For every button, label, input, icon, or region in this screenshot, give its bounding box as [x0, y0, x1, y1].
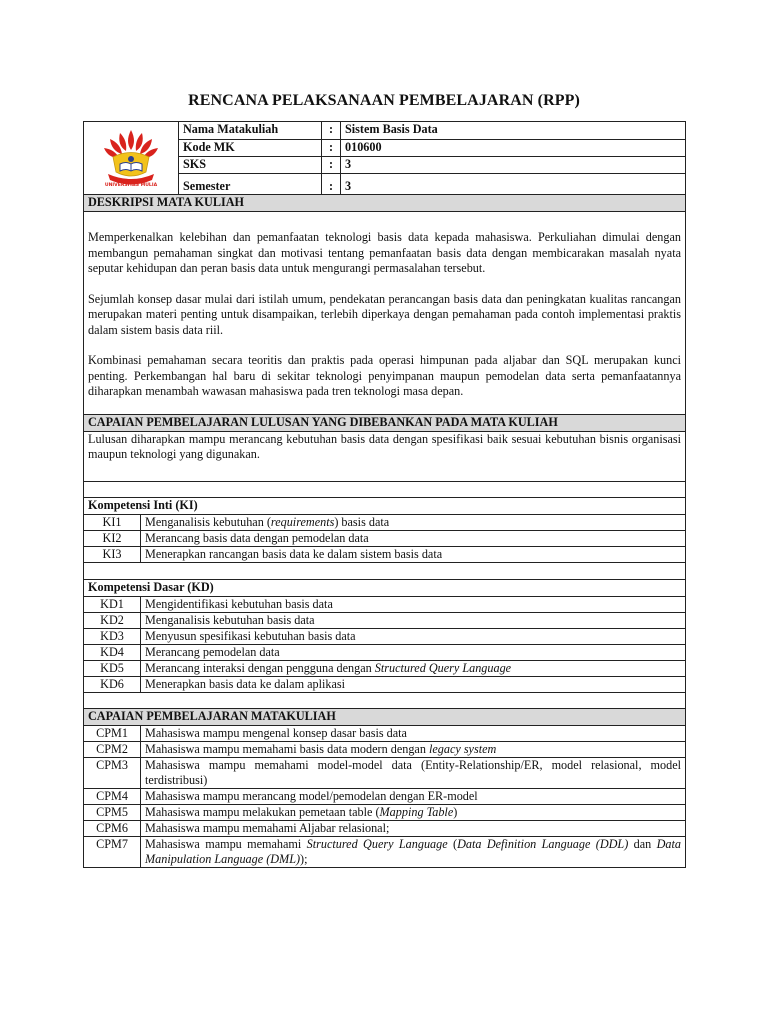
graduate-outcomes-text: Lulusan diharapkan mampu merancang kebutuhan basis data dengan spesifikasi baik sesuai kebutuhan bisnis organisasi maupun teknologi yang digunakan.	[84, 431, 686, 481]
cpm-row	[84, 820, 686, 836]
cpm-row	[84, 804, 686, 820]
info-value-course-code: 010600	[341, 140, 686, 157]
cpm-row	[84, 836, 686, 867]
ki-row	[84, 514, 686, 530]
description-body	[84, 212, 686, 415]
kd-row	[84, 628, 686, 644]
kd-row	[84, 676, 686, 692]
cpm-row-text: Mahasiswa mampu merancang model/pemodelan dengan ER-model	[141, 788, 686, 804]
ki-row-code: KI2	[84, 530, 141, 546]
cpm-row-code: CPM7	[84, 836, 141, 867]
kd-row-text: Menerapkan basis data ke dalam aplikasi	[141, 676, 686, 692]
spacer-row	[84, 481, 686, 497]
kd-row-text: Mengidentifikasi kebutuhan basis data	[141, 596, 686, 612]
cpm-row-text: Mahasiswa mampu memahami basis data modern dengan legacy system	[141, 741, 686, 757]
cpm-row-text: Mahasiswa mampu memahami Structured Query Language (Data Definition Language (DDL) dan Data Manipulation Language (DML));	[141, 836, 686, 867]
ki-row-text: Menganalisis kebutuhan (requirements) basis data	[141, 514, 686, 530]
cpm-row	[84, 757, 686, 788]
info-value-sks: 3	[341, 157, 686, 174]
cpm-row	[84, 725, 686, 741]
university-logo-icon	[96, 128, 166, 190]
svg-text:UNIVERSITAS MULIA: UNIVERSITAS MULIA	[104, 183, 158, 188]
kd-row-code: KD1	[84, 596, 141, 612]
cpm-row-code: CPM5	[84, 804, 141, 820]
info-label: Kode MK	[179, 140, 322, 157]
kd-row-code: KD5	[84, 660, 141, 676]
kd-row-text: Menganalisis kebutuhan basis data	[141, 612, 686, 628]
section-heading-description: DESKRIPSI MATA KULIAH	[84, 195, 686, 212]
cpm-row	[84, 741, 686, 757]
info-value-semester: 3	[341, 174, 686, 195]
ki-row-text: Menerapkan rancangan basis data ke dalam sistem basis data	[141, 546, 686, 562]
kd-row-text: Menyusun spesifikasi kebutuhan basis data	[141, 628, 686, 644]
info-value-course-name: Sistem Basis Data	[341, 122, 686, 140]
spacer-row	[84, 562, 686, 579]
info-label: SKS	[179, 157, 322, 174]
description-paragraph: Kombinasi pemahaman secara teoritis dan praktis pada operasi himpunan pada aljabar dan SQL merupakan kunci penting. Perkembangan hal baru di sekitar teknologi penyimpanan maupun pemodelan data serta pemanfaatannya diharapkan menambah wawasan mahasiswa pada tren teknologi masa depan.	[88, 353, 681, 398]
kd-row	[84, 644, 686, 660]
kd-row-code: KD2	[84, 612, 141, 628]
kd-row	[84, 660, 686, 676]
ki-row-code: KI1	[84, 514, 141, 530]
section-heading-kd: Kompetensi Dasar (KD)	[84, 579, 686, 596]
description-paragraph: Sejumlah konsep dasar mulai dari istilah umum, pendekatan perancangan basis data dan peningkatan kualitas rancangan merupakan materi penting untuk disampaikan, terlebih diperkaya dengan pemahaman pada contoh implementasi praktis dalam sistem basis data riil.	[88, 291, 681, 337]
info-label: Nama Matakuliah	[179, 122, 322, 140]
document-title: RENCANA PELAKSANAAN PEMBELAJARAN (RPP)	[188, 92, 580, 109]
cpm-row-code: CPM6	[84, 820, 141, 836]
ki-row	[84, 530, 686, 546]
cpm-row-text: Mahasiswa mampu melakukan pemetaan table (Mapping Table)	[141, 804, 686, 820]
section-heading-ki: Kompetensi Inti (KI)	[84, 497, 686, 514]
kd-row-code: KD6	[84, 676, 141, 692]
kd-row-text: Merancang interaksi dengan pengguna dengan Structured Query Language	[141, 660, 686, 676]
logo-cell	[84, 122, 179, 195]
ki-row-code: KI3	[84, 546, 141, 562]
section-heading-graduate-outcomes: CAPAIAN PEMBELAJARAN LULUSAN YANG DIBEBANKAN PADA MATA KULIAH	[84, 414, 686, 431]
cpm-row-code: CPM3	[84, 757, 141, 788]
cpm-row-code: CPM1	[84, 725, 141, 741]
ki-row	[84, 546, 686, 562]
info-label: Semester	[179, 174, 322, 195]
kd-row-code: KD3	[84, 628, 141, 644]
section-heading-cpm: CAPAIAN PEMBELAJARAN MATAKULIAH	[84, 708, 686, 725]
kd-row	[84, 596, 686, 612]
kd-row	[84, 612, 686, 628]
ki-row-text: Merancang basis data dengan pemodelan data	[141, 530, 686, 546]
cpm-row-code: CPM2	[84, 741, 141, 757]
cpm-row-text: Mahasiswa mampu mengenal konsep dasar basis data	[141, 725, 686, 741]
course-info-table: UNIVERSITAS MULIA Nama Matakuliah : Sistem Basis Data Kode MK : 010600 SKS : 3 Semester : 3	[83, 121, 686, 195]
cpm-row-text: Mahasiswa mampu memahami Aljabar relasional;	[141, 820, 686, 836]
cpm-row-text: Mahasiswa mampu memahami model-model data (Entity-Relationship/ER, model relasional, model terdistribusi)	[141, 757, 686, 788]
description-paragraph: Memperkenalkan kelebihan dan pemanfaatan teknologi basis data kepada mahasiswa. Perkuliahan dimulai dengan membangun pemahaman singkat dan motivasi tentang pemanfaatan basis data dengan membicarakan masalah nyata seputar kehidupan dan peran basis data untuk mengurangi permasalahan tersebut.	[88, 230, 681, 275]
kd-row-code: KD4	[84, 644, 141, 660]
cpm-row	[84, 788, 686, 804]
spacer-row	[84, 692, 686, 708]
cpm-row-code: CPM4	[84, 788, 141, 804]
kd-row-text: Merancang pemodelan data	[141, 644, 686, 660]
rpp-content-table	[83, 194, 686, 868]
